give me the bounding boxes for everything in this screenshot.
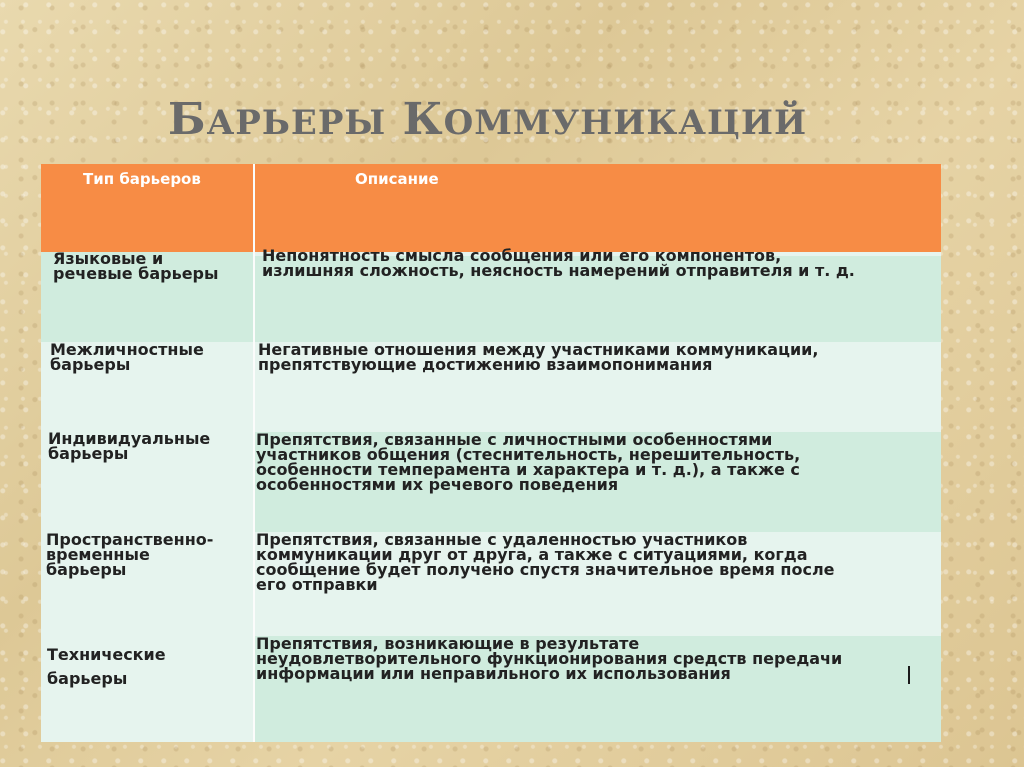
column-divider [253,164,255,742]
header-type-label: Тип барьеров [83,170,201,188]
row-2-description: Негативные отношения между участниками коммуникации, препятствующие достижению взаимопонимания [258,340,819,374]
header-cell-type [41,164,253,252]
slide-title [168,94,808,145]
header-description-label: Описание [355,170,439,188]
barriers-table [41,164,941,742]
slide-title-text: БАРЬЕРЫ КОММУНИКАЦИЙ [168,94,808,145]
row-5-description: Препятствия, возникающие в результате неудовлетворительного функционирования средств передачи информации или неправильного их использования [256,634,843,683]
row-1-description: Непонятность смысла сообщения или его компонентов, излишняя сложность, неясность намерений отправителя и т. д. [262,246,855,280]
row-4-type-label: Пространственно- временные барьеры [46,530,214,579]
row-3-type-label: Индивидуальные барьеры [48,429,211,463]
row-4-description: Препятствия, связанные с удаленностью участников коммуникации друг от друга, а также с ситуациями, когда сообщение будет получено спустя значительное время после его отправки [256,530,835,594]
row-5-type-label: Технические барьеры [47,645,166,688]
text-cursor [908,666,910,684]
row-1-type-label: Языковые и речевые барьеры [53,249,219,283]
row-2-type-label: Межличностные барьеры [50,340,204,374]
header-cell-description [255,164,941,252]
row-3-description: Препятствия, связанные с личностными особенностями участников общения (стеснительность, нерешительность, особенности темперамента и характера и т. д.), а также с особенностями их речевого поведения [256,430,801,494]
